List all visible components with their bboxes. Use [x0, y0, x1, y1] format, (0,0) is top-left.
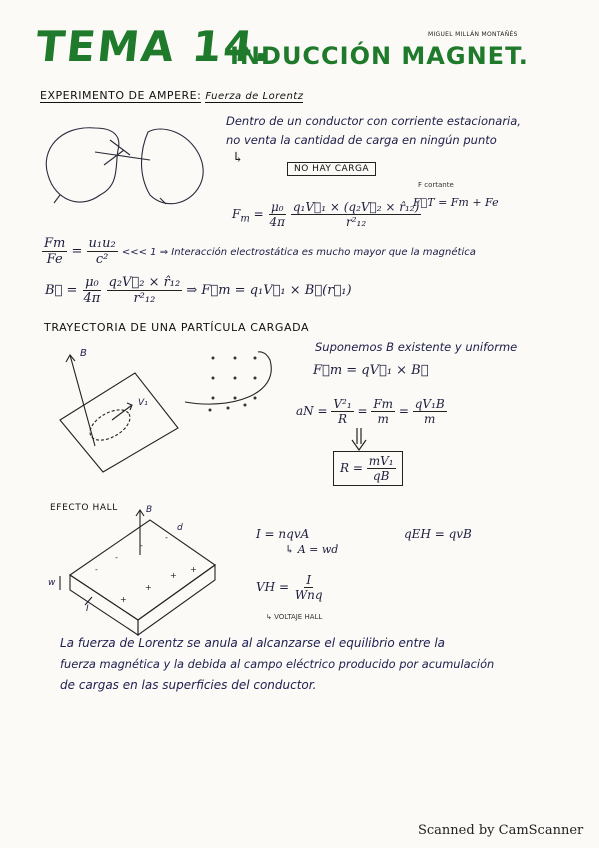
an-f2-den: m [377, 412, 389, 426]
b-lhs: B⃗ = [45, 283, 78, 298]
normal-accel-eq: aN = $\frac{\text{V²₁}}{R}$ = $\frac{Fm}{m}$ = $\frac{\text{qV₁B}}{m}$ [296, 397, 445, 426]
field-dots-diagram [185, 352, 271, 412]
svg-text:+: + [145, 583, 152, 592]
r-den: qB [372, 469, 390, 483]
b-4pi: 4π [83, 291, 101, 306]
eq-body: q₁V⃗₁ × (q₂V⃗₂ × r̂₁₂) [292, 200, 420, 214]
ampere-loops-diagram [46, 128, 203, 204]
closing-line1: La fuerza de Lorentz se anula al alcanzarse el equilibrio entre la [60, 636, 446, 650]
section-heading-ampere [40, 89, 303, 102]
total-force-eq: F⃗T = Fm + Fe [413, 196, 499, 209]
label-d-hall: d [177, 523, 183, 533]
r-lhs: R = [340, 461, 363, 475]
area-eq: ↳ A = wd [285, 543, 339, 556]
b-mu0: μ₀ [85, 275, 99, 290]
label-b-plane: B [80, 348, 87, 359]
svg-text:+: + [120, 595, 127, 604]
closing-line2: fuerza magnética y la debida al campo eléctrico producido por acumulación [60, 657, 495, 671]
ratio-tail: <<< 1 ⇒ Interacción electrostática es mucho mayor que la magnética [121, 247, 476, 258]
an-lhs: aN = [296, 404, 328, 418]
lorentz-force-eq: $F_m$ = $\frac{\text{μ₀}}{4\pi}$ $\frac{\text{q₁V⃗₁ × (q₂V⃗₂ × r̂₁₂)}}{\text{r²₁₂}}$ [232, 200, 420, 229]
svg-text:-: - [165, 533, 168, 542]
an-f1-num: V²₁ [333, 397, 352, 411]
an-f3-num: qV₁B [414, 397, 445, 411]
hall-voltage-eq [256, 573, 325, 602]
no-charge-box: NO HAY CARGA [287, 162, 376, 176]
vh-note-text: VOLTAJE HALL [274, 613, 323, 621]
ratio-num: Fm [44, 236, 66, 251]
eq-fm: F [232, 207, 241, 221]
section-heading-hall: EFECTO HALL [50, 503, 118, 513]
svg-text:-: - [95, 565, 98, 574]
ampere-text-line2: no venta la cantidad de carga en ningún punto [226, 133, 497, 147]
vh-num: I [306, 573, 312, 587]
trajectory-plane-diagram [60, 355, 178, 472]
hall-charges [95, 533, 197, 604]
label-v1-plane: V₁ [138, 398, 148, 408]
magnetic-force-eq: F⃗m = qV⃗₁ × B⃗ [313, 363, 429, 378]
eq-4pi: 4π [269, 215, 286, 229]
svg-text:+: + [170, 571, 177, 580]
an-f3-den: m [424, 412, 436, 426]
section-heading-trajectory: TRAYECTORIA DE UNA PARTÍCULA CARGADA [44, 321, 310, 334]
implication-arrows [352, 428, 366, 450]
vh-den: Wnq [294, 588, 323, 602]
an-f1-den: R [337, 412, 348, 426]
page-title: TEMA 14. [33, 22, 276, 71]
current-eq: I = nqvA [256, 527, 310, 541]
eq-mu0: μ₀ [270, 200, 284, 214]
area-text: A = wd [297, 543, 339, 556]
hall-balance-eq: qEH = qvB [404, 527, 472, 541]
vh-lhs: VH = [256, 580, 289, 594]
force-ratio-eq: $\frac{Fm}{Fe}$ = $\frac{\text{u₁u₂}}{\text{c²}}$ <<< 1 ⇒ Interacción electrostática es mucho mayor que la magnética [44, 236, 476, 267]
r-num: mV₁ [368, 454, 394, 468]
an-f2-num: Fm [373, 397, 394, 411]
page-subtitle: INDUCCIÓN MAGNET. [230, 42, 529, 70]
hall-voltage-note: ↳ VOLTAJE HALL [266, 613, 323, 621]
label-b-hall: B [146, 505, 153, 515]
label-i-hall: I [86, 604, 89, 614]
radius-result-box [333, 451, 403, 486]
assumption-text: Suponemos B existente y uniforme [315, 340, 518, 354]
eq-r12: r²₁₂ [345, 215, 367, 229]
author-name: MIGUEL MILLÁN MONTAÑÉS [428, 31, 518, 38]
ratio-den: Fe [46, 252, 63, 267]
svg-text:-: - [140, 541, 143, 550]
heading-subtext: Fuerza de Lorentz [205, 91, 304, 102]
closing-line3: de cargas en las superficies del conductor. [60, 678, 317, 692]
ratio-rhs-num: u₁u₂ [88, 236, 116, 251]
f-cortante-label: F cortante [418, 181, 454, 189]
scanner-watermark: Scanned by CamScanner [418, 823, 584, 838]
b-tail: ⇒ F⃗m = q₁V⃗₁ × B⃗(r⃗₁) [186, 283, 352, 298]
b-den: r²₁₂ [133, 291, 156, 306]
svg-text:+: + [190, 565, 197, 574]
ampere-text-line1: Dentro de un conductor con corriente estacionaria, [226, 114, 521, 128]
ratio-rhs-den: c² [95, 252, 109, 267]
svg-text:-: - [115, 553, 118, 562]
heading-text: EXPERIMENTO DE AMPERE: [40, 89, 202, 102]
b-num: q₂V⃗₂ × r̂₁₂ [108, 275, 181, 290]
arrow-l-icon: ↳ [232, 150, 244, 166]
b-field-eq [45, 275, 352, 306]
label-w-hall: w [48, 578, 56, 588]
